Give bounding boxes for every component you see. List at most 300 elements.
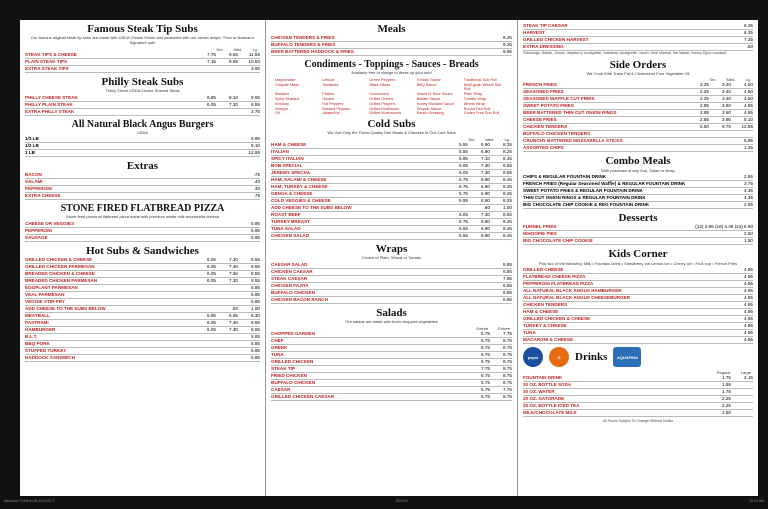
section-title-meals: Meals <box>377 23 406 35</box>
item-name: TUNA <box>523 330 536 336</box>
item-name: GRILLED CHICKEN PARMESAN <box>25 264 95 270</box>
item-price: 3.75 <box>744 181 753 187</box>
condiment-item: Gluten Free Sub Roll <box>463 111 500 116</box>
item-price: 4.95 <box>744 288 753 294</box>
menu-item-row <box>523 330 753 337</box>
menu-item-row <box>25 292 260 299</box>
menu-item-row <box>25 285 260 292</box>
item-price: 8.75 <box>503 393 512 399</box>
item-price: 6.90 <box>481 233 490 239</box>
item-price: 5.95 <box>207 313 216 319</box>
item-price <box>687 131 709 137</box>
item-name: COLD VEGGIES & CHEESE <box>271 198 331 204</box>
menu-item-row <box>271 359 512 366</box>
menu-item-row <box>25 334 260 341</box>
item-name: SWEET POTATO FRIES & REGULAR FOUNTAIN DRINK <box>523 188 643 194</box>
item-price: 5.85 <box>251 348 260 354</box>
item-name: BBQ PORK <box>25 341 50 347</box>
menu-item-row <box>523 382 753 389</box>
menu-item-row <box>271 233 512 240</box>
section-subtitle: Available free of charge to dress up your sub! <box>351 70 432 76</box>
item-price <box>687 138 709 144</box>
item-price: 1.95 <box>722 382 731 388</box>
menu-item-row <box>271 42 512 49</box>
item-price: 5.75 <box>459 177 468 183</box>
item-price: 8.25 <box>503 142 512 148</box>
item-name: SAUSAGE <box>25 235 48 241</box>
item-price: 2.25 <box>722 396 731 402</box>
item-price: 5.85 <box>251 285 260 291</box>
menu-item-row <box>271 142 512 149</box>
item-name: FRENCH FRIES (Regular Seasoned Waffle) & REGULAR FOUNTAIN DRINK <box>523 181 686 187</box>
item-price <box>194 299 216 305</box>
item-price: 7.30 <box>229 101 238 107</box>
menu-item-row <box>523 195 753 202</box>
drinks-header <box>523 347 753 367</box>
item-name: GREEK <box>271 344 288 350</box>
item-price: 6.75 <box>481 351 490 357</box>
price-note: All Prices Subject To Change Without Notice <box>602 419 674 424</box>
pepsi-logo-icon: pepsi <box>523 347 543 367</box>
item-name: GRILLED CHEESE <box>523 267 564 273</box>
item-price: 5.75 <box>481 386 490 392</box>
drink-size-header: Regular Large <box>716 370 751 376</box>
item-price: 5.95 <box>251 136 260 142</box>
section-subtitle: Stone fired personal flatbread pizza made with premium whole milk mozzarella cheese <box>65 214 220 220</box>
item-price: 9.55 <box>251 94 260 100</box>
item-name: FUNNEL FRIES <box>523 224 557 230</box>
condiment-item: Ranch Dressing <box>416 111 444 116</box>
menu-item-row <box>523 138 753 145</box>
section-title-kids: Kids Corner <box>608 248 668 261</box>
menu-item-row <box>523 238 753 245</box>
item-price: 3.95 <box>722 117 731 123</box>
item-price: 5.85 <box>503 262 512 268</box>
menu-item-row <box>523 37 753 44</box>
item-price: .75 <box>253 172 260 178</box>
item-price: 2.50 <box>744 231 753 237</box>
item-price: 7.75 <box>503 330 512 336</box>
menu-item-row <box>25 52 260 59</box>
section-title-hot: Hot Subs & Sandwiches <box>86 245 199 258</box>
item-price <box>731 389 753 395</box>
item-price: 5.85 <box>251 334 260 340</box>
item-price: 7.75 <box>207 51 216 57</box>
section-subtitle: We Use Only the Finest Quality Deli Meats & Cheeses In Our Cold Subs <box>327 130 456 136</box>
item-name: 1/3 LB <box>25 136 39 142</box>
menu-item-row <box>25 150 260 157</box>
item-name: EXTRA PHILLY STEAK <box>25 108 75 114</box>
item-price: 8.75 <box>503 344 512 350</box>
item-price <box>194 306 216 312</box>
item-price: 3.60 <box>722 103 731 109</box>
menu-item-row <box>523 117 753 124</box>
item-price: 8.25 <box>503 191 512 197</box>
item-price: 2.25 <box>700 82 709 88</box>
condiment-item: Grilled Peppers <box>369 101 396 106</box>
item-price: 4.95 <box>744 316 753 322</box>
condiment-item: Mustard <box>275 92 289 97</box>
item-name: ADD CHEESE TO THE SUBS BELOW <box>271 205 352 211</box>
menu-item-row <box>25 257 260 264</box>
item-name: TURKEY BREAST <box>271 219 310 225</box>
menu-item-row <box>25 66 260 73</box>
item-name: FRIED CHICKEN <box>271 372 307 378</box>
section-subtitle: With purchase of any Sub, Salad or Wrap <box>601 167 675 173</box>
menu-item-row <box>271 290 512 297</box>
menu-item-row <box>523 274 753 281</box>
item-name: MILK/CHOCOLATE MILK <box>523 410 577 416</box>
item-name: VEAL PARMESAN <box>25 292 65 298</box>
item-price: 6.90 <box>481 226 490 232</box>
condiment-item: Wheat Wrap <box>463 101 485 106</box>
item-price: 8.65 <box>229 58 238 64</box>
item-price: 4.35 <box>744 195 753 201</box>
item-name: VEGGIE STIR-FRY <box>25 299 65 305</box>
condiment-item: Green Peppers <box>369 77 396 82</box>
item-price: 11.55 <box>248 51 260 57</box>
menu-item-row <box>25 136 260 143</box>
item-name: FOUNTAIN DRINK <box>523 375 563 381</box>
menu-item-row <box>523 396 753 403</box>
item-price: 6.85 <box>503 269 512 275</box>
item-price: 3.60 <box>722 110 731 116</box>
menu-item-row <box>523 96 753 103</box>
item-name: CHICKEN BACON RANCH <box>271 297 328 303</box>
item-name: BACON <box>25 172 42 178</box>
menu-item-row <box>523 403 753 410</box>
item-price: 7.30 <box>481 170 490 176</box>
item-price: 6.95 <box>229 313 238 319</box>
condiment-item: Sweet N' Sour Sauce <box>416 92 453 97</box>
item-name: CHICKEN TENDERS & FRIES <box>271 35 335 41</box>
item-price <box>216 292 238 298</box>
menu-item-row <box>25 341 260 348</box>
menu-column-middle <box>266 20 518 496</box>
item-price: 8.75 <box>503 337 512 343</box>
menu-item-row <box>271 191 512 198</box>
item-name: PEPPERONI <box>25 228 52 234</box>
menu-item-row <box>271 156 512 163</box>
item-price <box>194 355 216 361</box>
condiment-item: Multi-grain Wheat Sub Roll <box>463 82 502 92</box>
item-name: SALAMI <box>25 179 43 185</box>
condiment-item: Cucumbers <box>369 92 389 97</box>
menu-item-row <box>271 373 512 380</box>
condiment-item: Spicy Mustard <box>275 97 300 102</box>
menu-item-row <box>271 352 512 359</box>
item-price: 5.75 <box>481 330 490 336</box>
item-price: 8.55 <box>503 212 512 218</box>
item-price <box>216 109 238 115</box>
item-price: 6.05 <box>459 163 468 169</box>
item-price: 2.25 <box>722 403 731 409</box>
item-price: 5.55 <box>459 233 468 239</box>
item-price: 6.90 <box>481 149 490 155</box>
item-price: 8.10 <box>229 94 238 100</box>
item-name: TUNA <box>271 351 284 357</box>
menu-item-row <box>271 163 512 170</box>
item-price <box>216 136 238 142</box>
item-price: 5.55 <box>459 198 468 204</box>
menu-item-row <box>271 49 512 56</box>
menu-item-row <box>271 262 512 269</box>
menu-item-row <box>25 221 260 228</box>
item-price: 8.55 <box>503 170 512 176</box>
item-price: 12.95 <box>248 150 260 156</box>
condiment-item: Tomato Wrap <box>463 97 487 102</box>
item-price: 8.25 <box>503 149 512 155</box>
item-name: BUFFALO CHICKEN <box>271 379 315 385</box>
item-price: 7.30 <box>229 264 238 270</box>
item-price: .75 <box>253 193 260 199</box>
gatorade-logo-icon: G <box>549 347 569 367</box>
item-name: HAM, SALAMI & CHEESE <box>271 177 327 183</box>
menu-item-row <box>25 228 260 235</box>
item-name: EXTRA STEAK TIPS <box>25 65 69 71</box>
item-name: CHICKEN CAESAR <box>271 269 313 275</box>
item-name: BIG CHOCOLATE CHIP COOKIE & REG FOUNTAIN DRINK <box>523 202 650 208</box>
item-price: 5.95 <box>251 221 260 227</box>
item-name: ALL NATURAL BLACK ANGUS HAMBURGER <box>523 288 622 294</box>
item-name: GRILLED CHICKEN & CHEESE <box>523 316 591 322</box>
item-price <box>216 66 238 72</box>
item-price: 9.10 <box>251 143 260 149</box>
condiment-item: Onions <box>322 97 335 102</box>
item-price: 6.90 <box>481 177 490 183</box>
item-price <box>216 186 238 192</box>
menu-item-row <box>25 186 260 193</box>
print-footer: Nadeaus TOMenu 08-15-2022 2 8/02/16 10:23 AM <box>4 499 764 503</box>
item-price <box>731 131 753 137</box>
item-price: 6.05 <box>207 101 216 107</box>
item-price <box>687 145 709 151</box>
menu-item-row <box>523 131 753 138</box>
item-price: 5.75 <box>459 191 468 197</box>
menu-item-row <box>523 103 753 110</box>
menu-item-row <box>271 35 512 42</box>
item-price: 8.25 <box>503 226 512 232</box>
item-price: 6.05 <box>459 170 468 176</box>
menu-item-row <box>271 345 512 352</box>
menu-item-row <box>523 82 753 89</box>
item-price: 6.90 <box>481 191 490 197</box>
menu-item-row <box>271 331 512 338</box>
section-subtitle: Pick two of the following: Milk • Fountain Drink • Strawberry Ice Lemon Ice • Cherry Ice • Fruit cup • French Fries <box>538 260 738 266</box>
condiment-item: Black Olives <box>369 82 391 87</box>
item-price <box>731 396 753 402</box>
condiment-item: Mayonnaise <box>275 77 296 82</box>
item-name: CRUNCHY BATTERED MOZZARELLA STICKS <box>523 138 623 144</box>
item-price: 7.30 <box>229 257 238 263</box>
item-name: BUFFALO CHICKEN TENDERS <box>523 131 591 137</box>
item-price <box>216 143 238 149</box>
item-price: 7.30 <box>229 320 238 326</box>
item-price: 5.95 <box>744 138 753 144</box>
aquafina-logo-icon: AQUAFINA <box>613 347 641 367</box>
menu-item-row <box>523 323 753 330</box>
item-price: 6.05 <box>207 264 216 270</box>
item-name: CHEF <box>271 337 284 343</box>
size-header: Sm. Med. Lg. <box>468 137 510 143</box>
item-name: STEAK CAESAR <box>271 276 308 282</box>
menu-item-row <box>271 149 512 156</box>
item-price <box>194 172 216 178</box>
menu-item-row <box>25 313 260 320</box>
item-price: 7.25 <box>744 37 753 42</box>
menu-item-row <box>523 410 753 417</box>
item-price: 6.90 <box>481 184 490 190</box>
item-price <box>194 136 216 142</box>
item-name: HAMBURGER <box>25 327 56 333</box>
menu-item-row <box>25 109 260 116</box>
item-price: 4.95 <box>744 309 753 315</box>
item-name: PHILLY PLAIN STEAK <box>25 101 73 107</box>
section-title-sides: Side Orders <box>609 58 667 71</box>
item-name: STEAK TIP CAESAR <box>523 23 568 28</box>
menu-item-row <box>523 23 753 30</box>
item-price: (12) 2.95 (18) 4.45 (24) 5.90 <box>695 224 753 230</box>
item-price: 7.15 <box>207 58 216 64</box>
item-price: 6.90 <box>481 198 490 204</box>
item-name: HAM & CHEESE <box>523 309 559 315</box>
item-price: 4.50 <box>744 96 753 102</box>
menu-item-row <box>25 235 260 242</box>
condiment-item: Plain Wrap <box>463 92 483 97</box>
item-price: 5.85 <box>251 299 260 305</box>
menu-item-row <box>523 281 753 288</box>
section-title-pizza: STONE FIRED FLATBREAD PIZZA <box>60 203 225 215</box>
menu-item-row <box>271 205 512 212</box>
menu-item-row <box>523 181 753 188</box>
section-title-condiments: Condiments - Toppings - Sauces - Breads <box>304 59 479 71</box>
item-price: 5.85 <box>251 341 260 347</box>
item-price: 2.15 <box>744 375 753 381</box>
item-price: 6.85 <box>503 283 512 289</box>
item-price: 2.95 <box>700 110 709 116</box>
menu-item-row <box>523 174 753 181</box>
item-name: BREADED CHICKEN PARMESAN <box>25 278 98 284</box>
item-price: 6.50 <box>700 124 709 130</box>
item-price: 5.10 <box>744 117 753 123</box>
item-price: 8.55 <box>251 278 260 284</box>
item-price <box>194 228 216 234</box>
item-name: MACARONI & CHEESE <box>523 337 574 343</box>
item-name: MEATBALL <box>25 313 50 319</box>
item-price: 7.30 <box>481 212 490 218</box>
menu-item-row <box>271 184 512 191</box>
menu-item-row <box>25 193 260 200</box>
item-price <box>216 299 238 305</box>
item-price: 8.25 <box>503 184 512 190</box>
condiment-item: Hot Peppers <box>322 101 344 106</box>
item-price <box>216 172 238 178</box>
item-name: HAM, TURKEY & CHEESE <box>271 184 328 190</box>
item-price: .30 <box>253 186 260 192</box>
item-price: 2.75 <box>251 108 260 114</box>
item-name: 1 LB <box>25 150 35 156</box>
item-name: PHILLY CHEESE STEAK <box>25 94 78 100</box>
menu-item-row <box>271 269 512 276</box>
item-name: ITALIAN <box>271 149 289 155</box>
item-price <box>194 348 216 354</box>
item-price: 8.75 <box>503 379 512 385</box>
item-price: 1.50 <box>722 410 731 416</box>
menu-item-row <box>25 95 260 102</box>
item-price: 1.00 <box>503 205 512 211</box>
item-price: 8.55 <box>251 101 260 107</box>
item-price: 8.45 <box>503 156 512 162</box>
item-price: 5.85 <box>251 355 260 361</box>
item-price: 1.75 <box>722 389 731 395</box>
item-price: 5.55 <box>459 149 468 155</box>
item-name: GRILLED CHICKEN & CHEESE <box>25 257 93 263</box>
item-price: 5.55 <box>459 142 468 148</box>
item-price <box>194 109 216 115</box>
menu-item-row <box>271 177 512 184</box>
menu-item-row <box>523 145 753 152</box>
section-subtitle: USDA <box>136 129 149 135</box>
condiments-grid <box>275 78 508 116</box>
item-price: 6.05 <box>207 320 216 326</box>
section-title-burgers: All Natural Black Angus Burgers <box>71 118 214 130</box>
item-price <box>216 334 238 340</box>
menu-item-row <box>271 283 512 290</box>
menu-item-row <box>523 389 753 396</box>
item-price: 4.50 <box>744 82 753 88</box>
item-name: THIN CUT ONION RINGS & REGULAR FOUNTAIN DRINK <box>523 195 646 201</box>
menu-item-row <box>523 188 753 195</box>
item-price: 4.95 <box>744 281 753 287</box>
size-header: Sm. Med. Lg. <box>709 77 751 83</box>
section-subtitle: Choice of Plain, Wheat or Tomato <box>361 255 422 261</box>
section-subtitle: We Cook With Trans Fat & Cholesterol Free Vegetable Oil <box>586 70 690 76</box>
item-price: 5.55 <box>459 226 468 232</box>
item-name: FLATBREAD CHEESE PIZZA <box>523 274 586 280</box>
item-name: CHEESE FRIES <box>523 117 557 123</box>
item-price: 8.55 <box>503 163 512 169</box>
item-price: 2.85 <box>700 117 709 123</box>
item-price <box>216 179 238 185</box>
item-price: 8.55 <box>251 257 260 263</box>
menu-item-row <box>25 299 260 306</box>
item-price: 6.05 <box>207 257 216 263</box>
item-name: CHOPPED GARDEN <box>271 330 315 336</box>
item-price <box>194 285 216 291</box>
section-subtitle: Thinly Sliced USDA Choice Shaved Steak <box>105 87 180 93</box>
section-title-philly: Philly Steak Subs <box>101 75 184 88</box>
item-price <box>731 410 753 416</box>
item-price <box>709 145 731 151</box>
item-price: 8.25 <box>503 177 512 183</box>
item-name: FRENCH FRIES <box>523 82 557 88</box>
item-name: PEPPERONI FLATBREAD PIZZA <box>523 281 594 287</box>
menu-column-left <box>20 20 266 496</box>
menu-item-row <box>523 302 753 309</box>
item-price: 2.25 <box>700 89 709 95</box>
item-name: BOB SPECIAL <box>271 163 303 169</box>
item-price: 1.50 <box>744 238 753 244</box>
menu-item-row <box>523 124 753 131</box>
condiment-item: Banana Peppers <box>322 106 351 111</box>
menu-item-row <box>271 219 512 226</box>
condiment-item: Teriyaki Sauce <box>416 106 442 111</box>
item-price <box>216 348 238 354</box>
item-price: 7.30 <box>229 278 238 284</box>
item-name: STUFFED TURKEY <box>25 348 67 354</box>
menu-item-row <box>523 316 753 323</box>
item-name: TUNA SALAD <box>271 226 301 232</box>
